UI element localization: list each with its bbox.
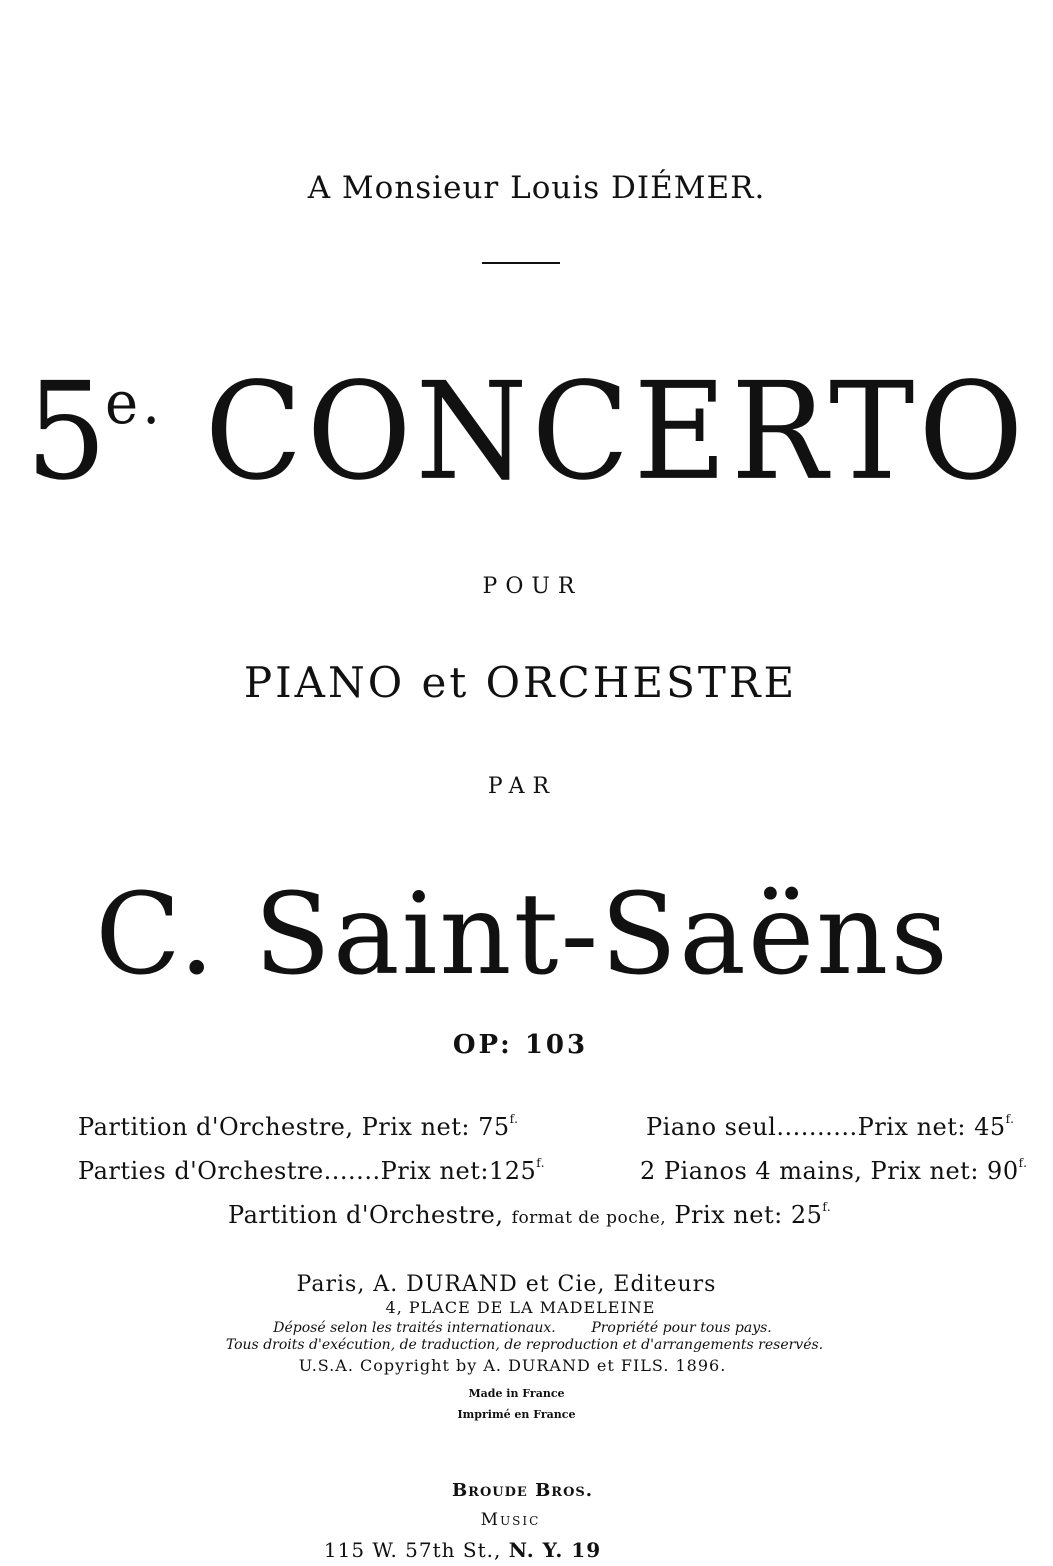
title-number: 5 [25, 353, 112, 511]
instrumentation: PIANO et ORCHESTRE [243, 658, 798, 707]
price-label: Piano seul..........Prix net: [646, 1113, 966, 1141]
stamp-music: Music [480, 1510, 541, 1530]
stamp-address [0, 1538, 989, 1562]
price-full-score [78, 1112, 519, 1141]
price-parts [78, 1156, 545, 1185]
publisher-line: Paris, A. DURAND et Cie, Editeurs [296, 1272, 717, 1297]
price-unit: f. [1005, 1112, 1015, 1126]
rights-notice: Tous droits d'exécution, de traduction, de reproduction et d'arrangements reservés. [225, 1337, 824, 1353]
price-piano-solo [646, 1112, 1014, 1141]
printed-in-france: Imprimé en France [457, 1408, 576, 1421]
stamp-street: 115 W. 57th St., [323, 1538, 502, 1562]
dedication: A Monsieur Louis DIÉMER. [307, 170, 766, 206]
price-two-pianos [640, 1156, 1027, 1185]
title [0, 326, 1053, 512]
price-amount: 125 [488, 1157, 537, 1185]
title-word: CONCERTO [204, 353, 1028, 511]
price-label: Partition d'Orchestre, Prix net: [78, 1113, 470, 1141]
pour-label: POUR [482, 574, 583, 599]
copyright-notice: U.S.A. Copyright by A. DURAND et FILS. 1896. [298, 1356, 727, 1375]
par-label: PAR [487, 774, 558, 799]
price-unit: f. [1018, 1156, 1028, 1170]
price-label: Partition d'Orchestre, [228, 1201, 504, 1229]
price-unit: f. [822, 1200, 832, 1214]
stamp-city: N. Y. 19 [508, 1538, 602, 1562]
price-label-end: Prix net: [674, 1201, 783, 1229]
composer-name: C. Saint-Saëns [95, 870, 950, 1000]
deposit-notice: Déposé selon les traités internationaux. Propriété pour tous pays. [273, 1320, 772, 1336]
price-label-small: format de poche, [511, 1208, 667, 1228]
price-amount: 75 [478, 1113, 510, 1141]
divider-rule [482, 262, 560, 264]
price-amount: 25 [790, 1201, 823, 1229]
publisher-address: 4, PLACE DE LA MADELEINE [385, 1298, 656, 1317]
opus-number: OP: 103 [452, 1030, 589, 1060]
price-label: 2 Pianos 4 mains, Prix net: [640, 1157, 979, 1185]
price-pocket-score [228, 1200, 831, 1229]
made-in-france: Made in France [468, 1387, 565, 1400]
price-unit: f. [536, 1156, 546, 1170]
title-ordinal: e. [105, 369, 164, 438]
stamp-name: Broude Bros. [451, 1480, 594, 1501]
price-unit: f. [509, 1112, 519, 1126]
price-amount: 45 [974, 1113, 1006, 1141]
price-label: Parties d'Orchestre.......Prix net: [78, 1157, 489, 1185]
price-amount: 90 [987, 1157, 1019, 1185]
